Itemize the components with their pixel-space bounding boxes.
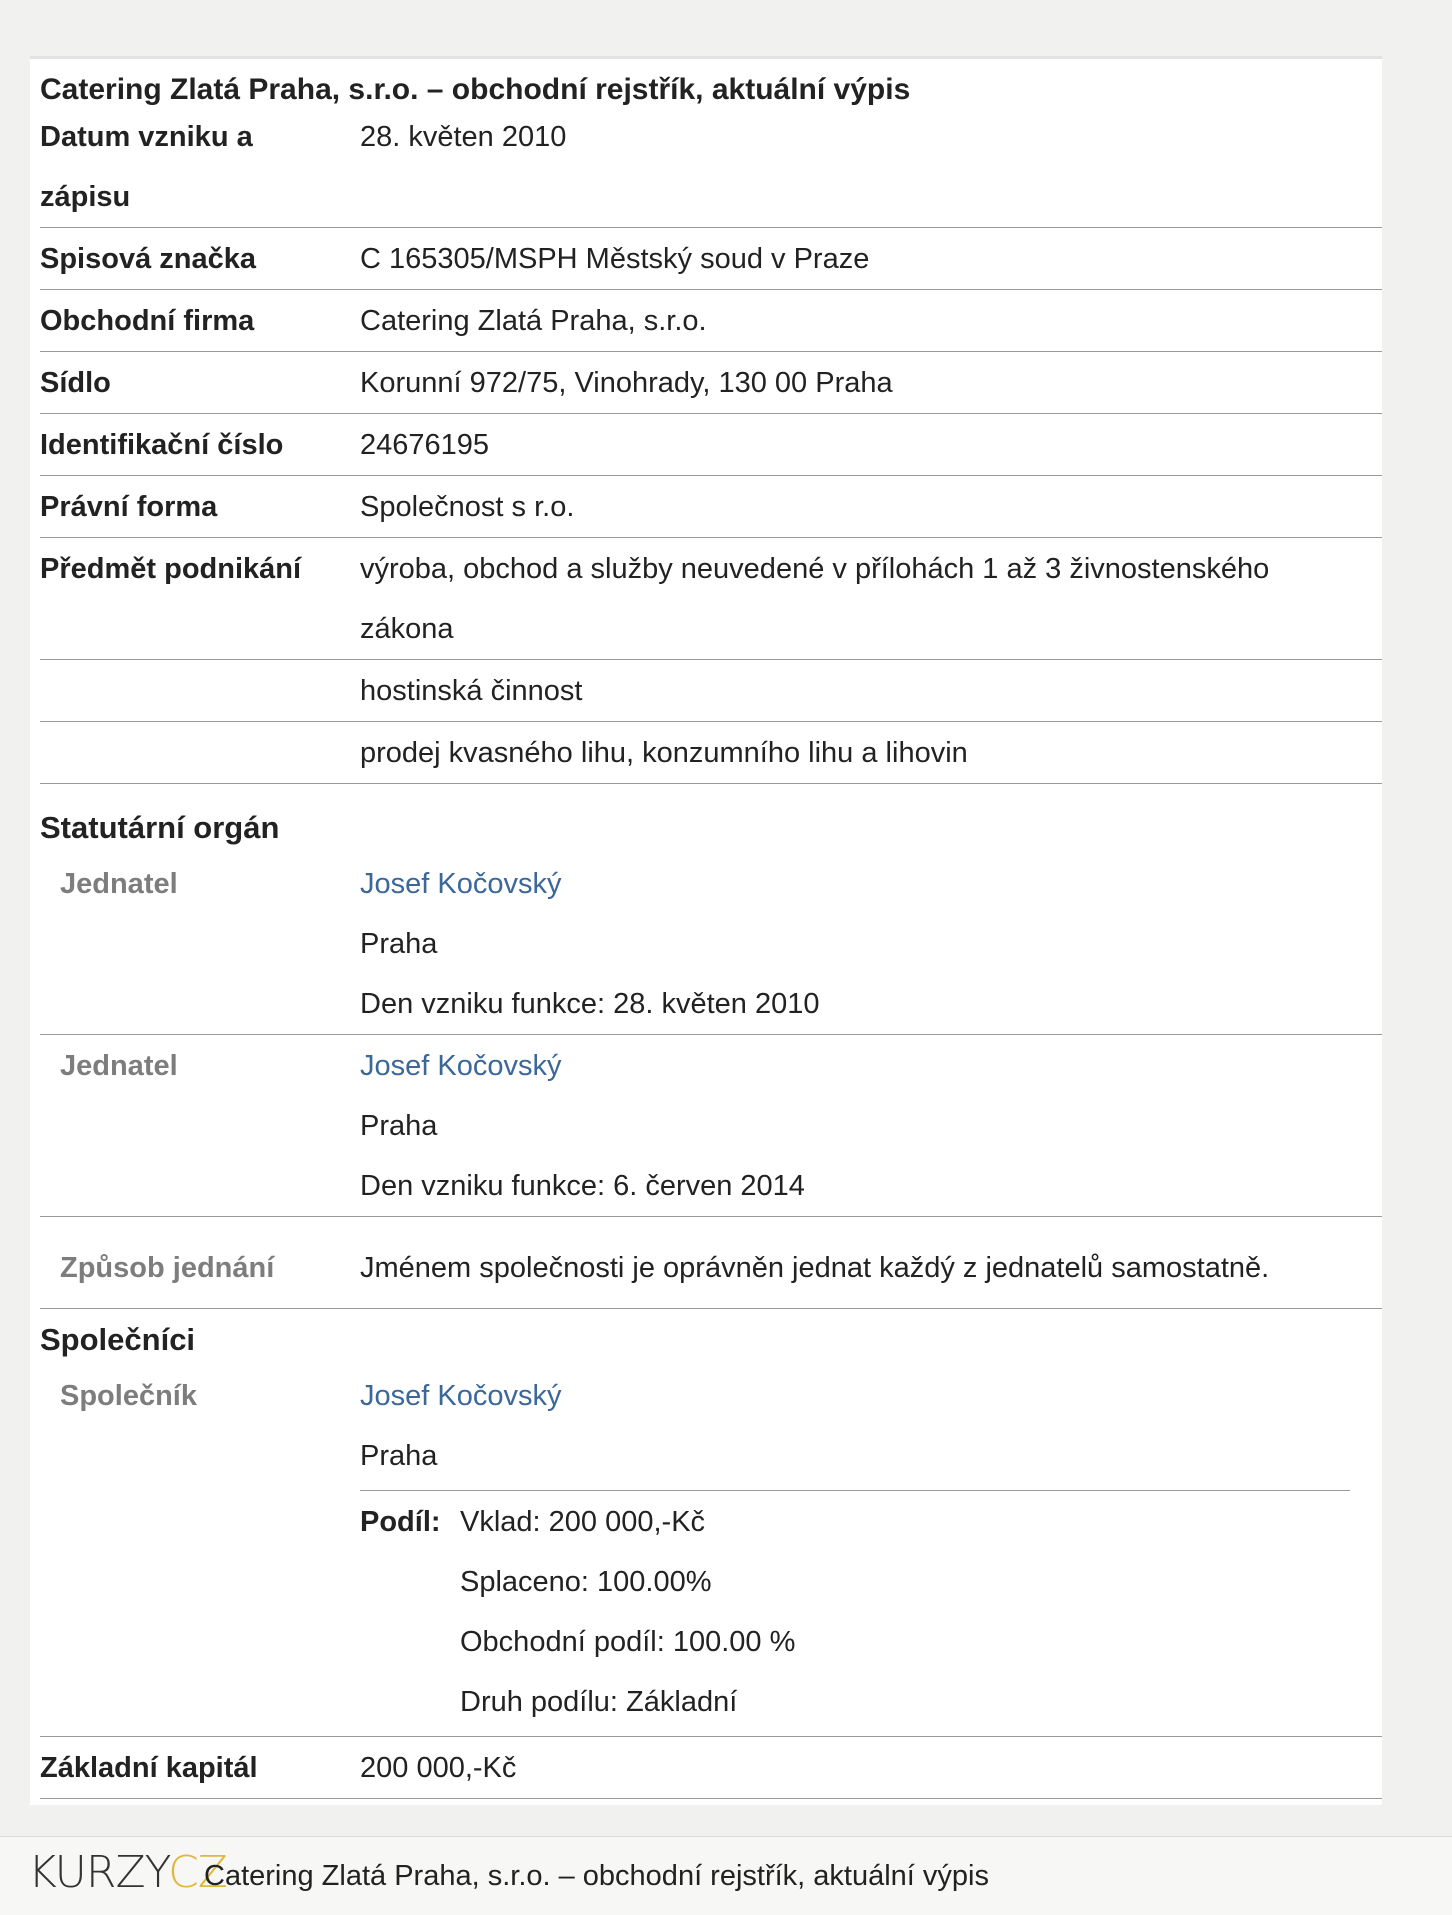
footer	[0, 1836, 1452, 1915]
section-statutarni: Statutární orgán	[40, 810, 280, 845]
podil-obchodni: Obchodní podíl: 100.00 %	[460, 1626, 796, 1658]
spis-label: Spisová značka	[40, 243, 256, 275]
row-spis	[40, 229, 1382, 290]
spolecnik	[40, 1366, 1382, 1737]
forma-label: Právní forma	[40, 491, 218, 523]
row-predmet-1	[40, 539, 1382, 660]
jednatel-2	[40, 1036, 1382, 1217]
row-kapital	[40, 1738, 1382, 1799]
sidlo-label: Sídlo	[40, 367, 111, 399]
row-predmet-2	[40, 661, 1382, 722]
ico-label: Identifikační číslo	[40, 429, 284, 461]
podil-label: Podíl:	[360, 1506, 441, 1538]
jednatel-since: Den vzniku funkce: 28. květen 2010	[360, 988, 820, 1020]
zpusob-label: Způsob jednání	[60, 1252, 275, 1284]
podil-divider	[360, 1490, 1350, 1491]
predmet-item: výroba, obchod a služby neuvedené v přílohách 1 až 3 živnostenského zákona	[360, 553, 1270, 645]
jednatel-name-link[interactable]: Josef Kočovský	[360, 868, 562, 900]
jednatel-name-link[interactable]: Josef Kočovský	[360, 1050, 562, 1082]
jednatel-1	[40, 854, 1382, 1035]
jednatel-role: Jednatel	[60, 868, 178, 900]
row-datum	[40, 107, 1382, 228]
predmet-label: Předmět podnikání	[40, 553, 302, 585]
jednatel-details	[360, 1036, 1360, 1216]
ico-value: 24676195	[360, 429, 490, 461]
spolecnik-details	[360, 1366, 1360, 1486]
registry-extract	[30, 56, 1382, 1805]
row-zpusob	[40, 1228, 1382, 1309]
kapital-value: 200 000,-Kč	[360, 1752, 517, 1784]
spolecnik-name-link[interactable]: Josef Kočovský	[360, 1380, 562, 1412]
podil-druh: Druh podílu: Základní	[460, 1686, 738, 1718]
kurzy-logo[interactable]	[28, 1843, 227, 1903]
predmet-item: hostinská činnost	[360, 675, 583, 707]
row-forma	[40, 477, 1382, 538]
forma-value: Společnost s r.o.	[360, 491, 575, 523]
podil-splaceno: Splaceno: 100.00%	[460, 1566, 712, 1598]
spis-value: C 165305/MSPH Městský soud v Praze	[360, 243, 870, 275]
jednatel-city: Praha	[360, 928, 438, 960]
predmet-item: prodej kvasného lihu, konzumního lihu a lihovin	[360, 737, 968, 769]
datum-value: 28. květen 2010	[360, 121, 567, 153]
logo-text-b: CZ	[168, 1847, 227, 1898]
footer-title: Catering Zlatá Praha, s.r.o. – obchodní rejstřík, aktuální výpis	[204, 1860, 989, 1892]
podil-vklad: Vklad: 200 000,-Kč	[460, 1506, 706, 1538]
row-predmet-3	[40, 723, 1382, 784]
jednatel-role: Jednatel	[60, 1050, 178, 1082]
sidlo-value: Korunní 972/75, Vinohrady, 130 00 Praha	[360, 367, 893, 399]
page-title: Catering Zlatá Praha, s.r.o. – obchodní rejstřík, aktuální výpis	[40, 73, 911, 106]
row-ico	[40, 415, 1382, 476]
jednatel-city: Praha	[360, 1110, 438, 1142]
jednatel-details	[360, 854, 1360, 1034]
spolecnik-city: Praha	[360, 1440, 438, 1472]
jednatel-since: Den vzniku funkce: 6. červen 2014	[360, 1170, 805, 1202]
firma-label: Obchodní firma	[40, 305, 255, 337]
row-sidlo	[40, 353, 1382, 414]
zpusob-value: Jménem společnosti je oprávněn jednat každý z jednatelů samostatně.	[360, 1252, 1270, 1284]
firma-value: Catering Zlatá Praha, s.r.o.	[360, 305, 707, 337]
section-spolecnici: Společníci	[40, 1322, 196, 1357]
kapital-label: Základní kapitál	[40, 1752, 258, 1784]
row-firma	[40, 291, 1382, 352]
datum-label: Datum vzniku a zápisu	[40, 121, 253, 213]
spolecnik-role: Společník	[60, 1380, 197, 1412]
logo-text-a: KURZY	[28, 1847, 169, 1898]
